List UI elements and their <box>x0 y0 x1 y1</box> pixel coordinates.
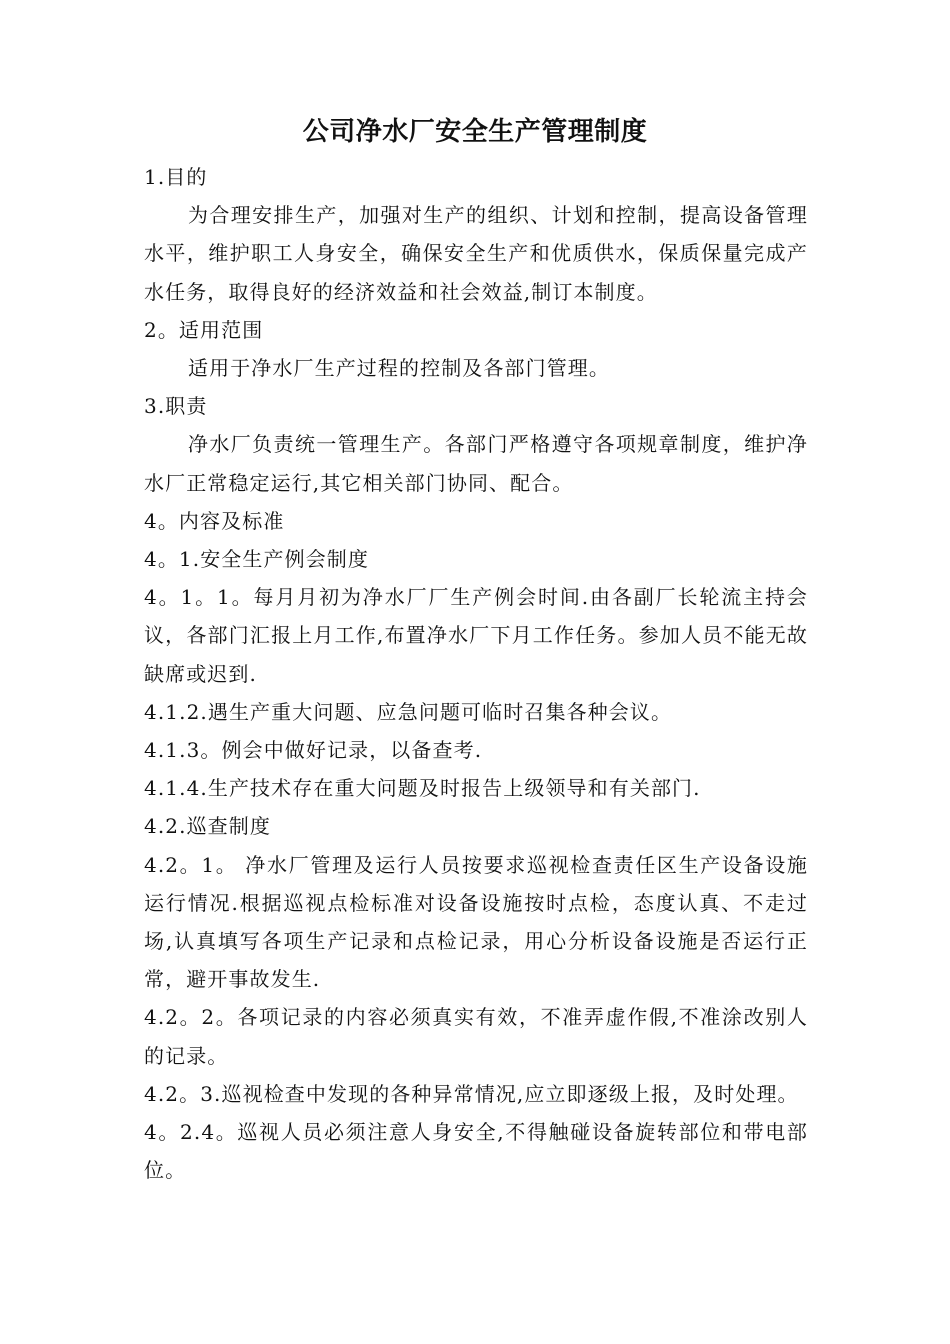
paragraph-scope: 适用于净水厂生产过程的控制及各部门管理。 <box>188 356 610 381</box>
clause-4-1-3: 4.1.3。例会中做好记录，以备查考. <box>144 738 483 763</box>
clause-4-2-1: 4.2。1。 净水厂管理及运行人员按要求巡视检查责任区生产设备设施运行情况.根据巡视点检标准对设备设施按时点检，态度认真、不走过场,认真填写各项生产记录和点检记录，用心分析设备设施是否运行正常，避开事故发生. <box>144 852 808 992</box>
document-body <box>144 158 808 1189</box>
section-heading-content: 4。内容及标准 <box>144 508 285 533</box>
section-heading-responsibilities: 3.职责 <box>144 394 208 419</box>
clause-4-2-2: 4.2。2。各项记录的内容必须真实有效，不准弄虚作假,不准涂改别人的记录。 <box>144 1005 808 1068</box>
clause-4-1-2: 4.1.2.遇生产重大问题、应急问题可临时召集各种会议。 <box>144 699 673 724</box>
clause-4-2-3: 4.2。3.巡视检查中发现的各种异常情况,应立即逐级上报，及时处理。 <box>144 1081 799 1106</box>
paragraph-purpose: 为合理安排生产，加强对生产的组织、计划和控制，提高设备管理水平，维护职工人身安全，确保安全生产和优质供水，保质保量完成产水任务，取得良好的经济效益和社会效益,制订本制度。 <box>144 203 808 304</box>
clause-4-2-4: 4。2.4。巡视人员必须注意人身安全,不得触碰设备旋转部位和带电部位。 <box>144 1120 808 1183</box>
subsection-heading-inspection: 4.2.巡查制度 <box>144 814 271 839</box>
section-heading-purpose: 1.目的 <box>144 165 208 189</box>
document-title: 公司净水厂安全生产管理制度 <box>302 117 648 147</box>
subsection-heading-meeting: 4。1.安全生产例会制度 <box>144 547 370 572</box>
paragraph-responsibilities: 净水厂负责统一管理生产。各部门严格遵守各项规章制度，维护净水厂正常稳定运行,其它相关部门协同、配合。 <box>144 432 808 495</box>
clause-4-1-4: 4.1.4.生产技术存在重大问题及时报告上级领导和有关部门. <box>144 776 701 801</box>
clause-4-1-1: 4。1。1。每月月初为净水厂厂生产例会时间.由各副厂长轮流主持会议，各部门汇报上月工作,布置净水厂下月工作任务。参加人员不能无故缺席或迟到. <box>144 585 808 686</box>
section-heading-scope: 2。适用范围 <box>144 317 264 342</box>
